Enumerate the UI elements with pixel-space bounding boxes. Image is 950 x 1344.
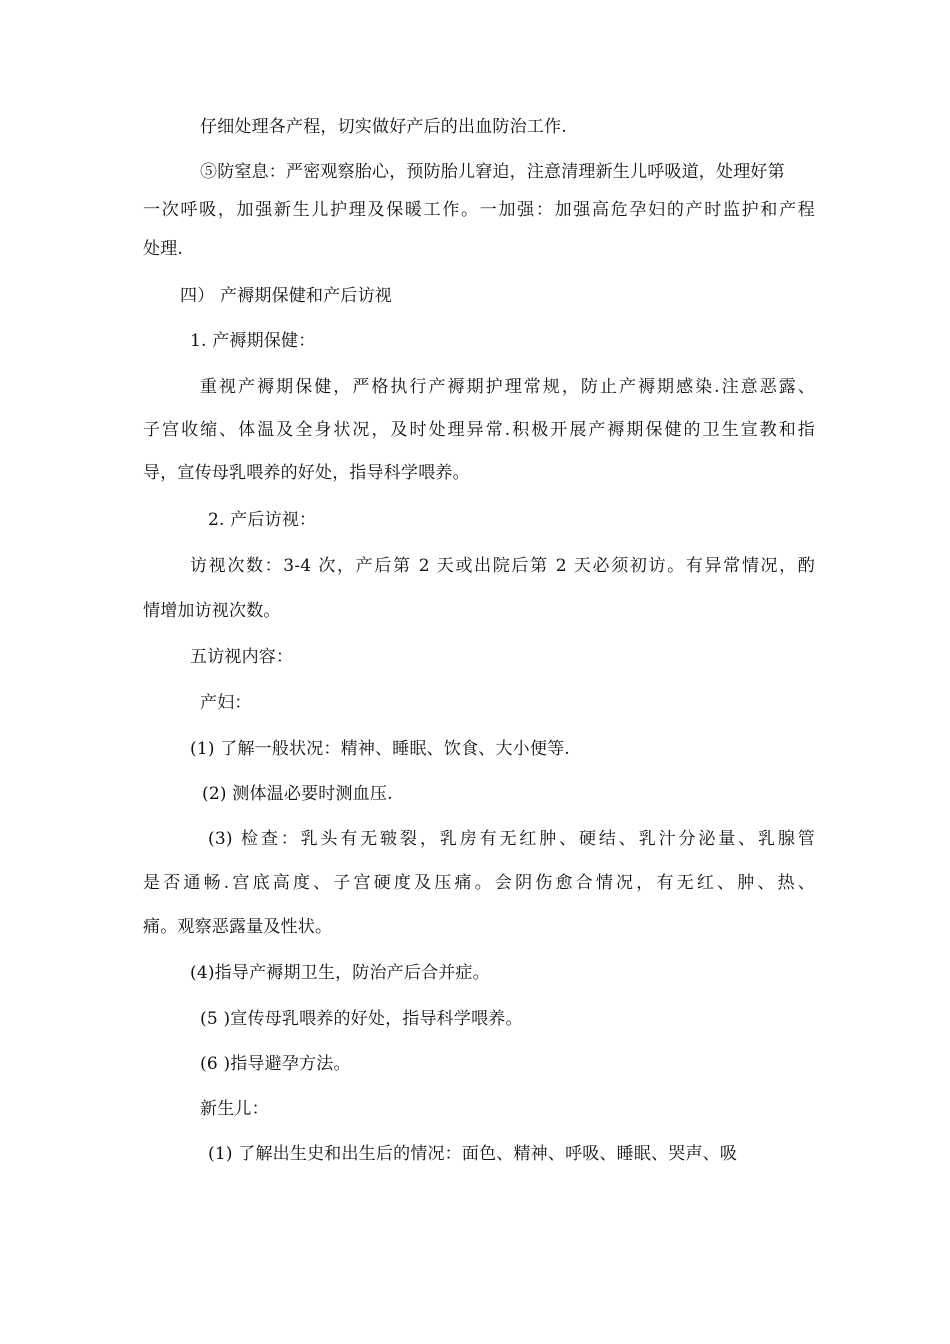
paragraph-line: 是否通畅.宫底高度、子宫硬度及压痛。会阴伤愈合情况，有无红、肿、热、 (143, 873, 815, 893)
paragraph-line: 访视次数：3-4 次，产后第 2 天或出院后第 2 天必须初访。有异常情况，酌 (190, 556, 815, 576)
list-item: (5 )宣传母乳喂养的好处，指导科学喂养。 (200, 1009, 523, 1029)
paragraph-line: 子宫收缩、体温及全身状况，及时处理异常.积极开展产褥期保健的卫生宣教和指 (143, 420, 815, 440)
subsection-heading: 1. 产褥期保健： (190, 331, 316, 351)
paragraph-line: 导，宣传母乳喂养的好处，指导科学喂养。 (143, 463, 470, 483)
paragraph-line: 重视产褥期保健，严格执行产褥期护理常规，防止产褥期感染.注意恶露、 (200, 377, 815, 397)
paragraph-line: 仔细处理各产程，切实做好产后的出血防治工作. (200, 117, 567, 137)
list-item: (2) 测体温必要时测血压. (202, 784, 393, 804)
list-item: (4)指导产褥期卫生，防治产后合并症。 (190, 963, 490, 983)
paragraph-line: ⑤防窒息：严密观察胎心，预防胎儿窘迫，注意清理新生儿呼吸道，处理好第 (200, 162, 785, 182)
paragraph-line: 一次呼吸，加强新生儿护理及保暖工作。一加强：加强高危孕妇的产时监护和产程 (143, 200, 815, 220)
paragraph-line: 处理. (143, 239, 184, 259)
subsection-heading: 2. 产后访视： (208, 510, 317, 530)
list-item: (1) 了解出生史和出生后的情况：面色、精神、呼吸、睡眠、哭声、吸 (208, 1144, 738, 1164)
subheading: 产妇： (200, 693, 252, 713)
paragraph-line: 情增加访视次数。 (143, 601, 281, 621)
list-item: (6 )指导避孕方法。 (200, 1054, 351, 1074)
list-item: (3) 检查：乳头有无皲裂，乳房有无红肿、硬结、乳汁分泌量、乳腺管 (208, 829, 815, 849)
list-item: (1) 了解一般状况：精神、睡眠、饮食、大小便等. (190, 739, 570, 759)
section-heading: 五访视内容： (190, 647, 294, 667)
subheading: 新生儿： (200, 1099, 269, 1119)
section-heading: 四） 产褥期保健和产后访视 (180, 286, 393, 306)
paragraph-line: 痛。观察恶露量及性状。 (143, 917, 333, 937)
